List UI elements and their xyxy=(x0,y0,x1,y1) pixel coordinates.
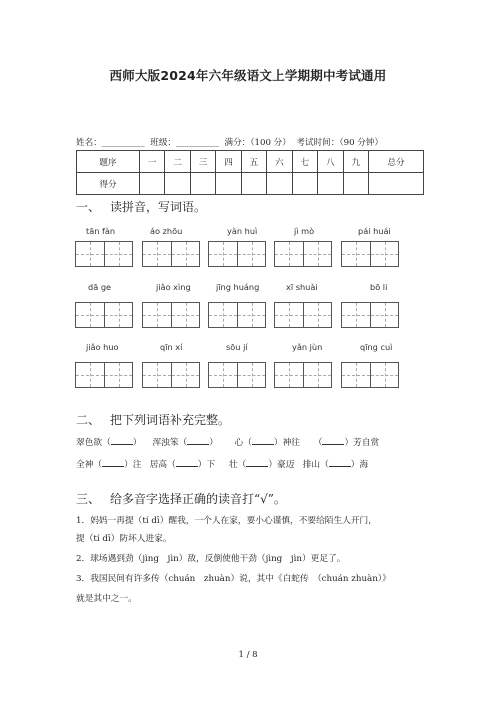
grid-cell[interactable] xyxy=(104,363,132,387)
fill-blank[interactable] xyxy=(187,436,209,445)
grid-cell[interactable] xyxy=(303,303,331,327)
fill-item xyxy=(314,438,379,448)
grid-cell[interactable] xyxy=(209,303,237,327)
fill-item xyxy=(76,438,141,448)
score-header-cell: 题序 xyxy=(77,151,140,173)
full-score: 满分：（100 分） xyxy=(224,138,291,148)
grid-cell[interactable] xyxy=(209,363,237,387)
writing-grid[interactable] xyxy=(274,362,332,388)
grid-cell[interactable] xyxy=(143,363,171,387)
section-1-number: 一、 xyxy=(76,200,101,214)
score-header-cell: 七 xyxy=(292,151,317,173)
question-line: 2．球场遇到劲（jìng jìn）敌，反倒使他干劲（jìng jìn）更足了。 xyxy=(76,554,346,564)
fill-blank[interactable] xyxy=(252,436,274,445)
section-3-title xyxy=(76,490,286,507)
page-title: 西师大版2024年六年级语文上学期期中考试通用 xyxy=(109,68,387,83)
fill-item xyxy=(152,438,217,448)
question-line: 就是其中之一。 xyxy=(76,594,137,604)
section-2-title xyxy=(76,411,230,428)
score-cell[interactable] xyxy=(216,173,241,195)
pinyin-label: jì mò xyxy=(294,226,315,236)
fill-item xyxy=(229,460,294,470)
writing-grid[interactable] xyxy=(341,362,399,388)
score-cell[interactable] xyxy=(292,173,317,195)
score-table-header xyxy=(77,151,424,173)
fill-item-suffix: ） xyxy=(132,438,142,448)
grid-cell[interactable] xyxy=(209,242,237,266)
question-line: 提（tí dī）防坏人进家。 xyxy=(76,534,172,544)
grid-cell[interactable] xyxy=(237,242,265,266)
fill-blank[interactable] xyxy=(102,458,124,467)
fill-item-prefix: 排山（ xyxy=(302,460,329,470)
grid-cell[interactable] xyxy=(342,303,370,327)
grid-cell[interactable] xyxy=(342,363,370,387)
fill-item-suffix: ） xyxy=(209,438,218,448)
question-line: 3．我国民间有许多传（chuán zhuàn）说，其中《白蛇传 （chuán zhuàn）》 xyxy=(76,574,391,584)
fill-item-suffix: ）芳自赏 xyxy=(344,438,380,448)
score-header-cell: 九 xyxy=(343,151,369,173)
grid-cell[interactable] xyxy=(76,303,104,327)
grid-cell[interactable] xyxy=(171,363,199,387)
fill-blank[interactable] xyxy=(329,458,351,467)
pinyin-label: yàn huì xyxy=(227,226,258,236)
name-field: 姓名：__________ xyxy=(76,138,145,148)
fill-item-suffix: ）豪迈 xyxy=(268,460,295,470)
pinyin-label: xī shuài xyxy=(286,282,318,292)
pinyin-label: sōu jí xyxy=(226,342,248,352)
score-header-cell: 五 xyxy=(241,151,266,173)
fill-item-suffix: ）神往 xyxy=(273,438,300,448)
grid-cell[interactable] xyxy=(275,242,303,266)
writing-grid[interactable] xyxy=(208,362,266,388)
writing-grid[interactable] xyxy=(274,241,332,267)
grid-cell[interactable] xyxy=(342,242,370,266)
writing-grid[interactable] xyxy=(208,302,266,328)
pinyin-label: jīng huáng xyxy=(216,282,260,292)
score-header-cell: 六 xyxy=(267,151,292,173)
fill-item-prefix: 翠色欲（ xyxy=(76,438,111,448)
grid-cell[interactable] xyxy=(104,242,132,266)
score-header-cell: 四 xyxy=(216,151,241,173)
class-field: 班级：__________ xyxy=(150,138,219,148)
score-cell[interactable] xyxy=(140,173,165,195)
pinyin-label: bō li xyxy=(370,282,388,292)
score-header-cell: 一 xyxy=(140,151,165,173)
writing-grid[interactable] xyxy=(75,241,133,267)
grid-cell[interactable] xyxy=(275,363,303,387)
section-3-text: 给多音字选择正确的读音打“√”。 xyxy=(110,492,286,506)
fill-item-suffix: ）注 xyxy=(124,460,142,470)
fill-item xyxy=(76,460,141,470)
score-header-cell: 三 xyxy=(190,151,215,173)
grid-cell[interactable] xyxy=(143,242,171,266)
grid-cell[interactable] xyxy=(171,303,199,327)
score-row-label: 得分 xyxy=(77,173,140,195)
fill-line-1 xyxy=(76,436,379,448)
score-cell[interactable] xyxy=(267,173,292,195)
pinyin-label: qīng cuì xyxy=(360,342,393,352)
writing-grid[interactable] xyxy=(142,241,200,267)
score-header-cell: 总分 xyxy=(369,151,424,173)
fill-item-prefix: 全神（ xyxy=(76,460,103,470)
writing-grid[interactable] xyxy=(341,241,399,267)
pinyin-label: áo zhōu xyxy=(150,226,183,236)
pinyin-label: yǎn jùn xyxy=(292,342,323,352)
writing-grid[interactable] xyxy=(208,241,266,267)
fill-item xyxy=(303,460,368,470)
fill-item xyxy=(235,438,300,448)
score-table xyxy=(76,150,424,195)
student-info-line xyxy=(76,136,426,148)
fill-blank[interactable] xyxy=(322,436,344,445)
grid-cell[interactable] xyxy=(275,303,303,327)
fill-item-prefix: 心（ xyxy=(234,438,252,448)
fill-item-prefix: 浑浊笨（ xyxy=(152,438,188,448)
grid-cell[interactable] xyxy=(143,303,171,327)
section-3-number: 三、 xyxy=(76,492,101,506)
grid-cell[interactable] xyxy=(76,242,104,266)
writing-grid[interactable] xyxy=(142,362,200,388)
fill-item xyxy=(150,460,215,470)
grid-cell[interactable] xyxy=(237,363,265,387)
fill-blank[interactable] xyxy=(176,458,198,467)
writing-grid[interactable] xyxy=(274,302,332,328)
pinyin-label: jiǎo huo xyxy=(86,342,119,352)
grid-cell[interactable] xyxy=(104,303,132,327)
grid-cell[interactable] xyxy=(76,363,104,387)
pinyin-label: qīn xí xyxy=(160,342,183,352)
grid-cell[interactable] xyxy=(303,363,331,387)
score-table-row xyxy=(77,173,424,195)
pinyin-label: jiǎo xìng xyxy=(156,282,191,292)
fill-line-2 xyxy=(76,458,368,470)
section-1-text: 读拼音，写词语。 xyxy=(110,200,207,214)
score-cell[interactable] xyxy=(190,173,215,195)
pinyin-label: dā ge xyxy=(88,282,112,292)
grid-cell[interactable] xyxy=(370,242,398,266)
score-header-cell: 八 xyxy=(318,151,343,173)
writing-grid[interactable] xyxy=(341,302,399,328)
writing-grid[interactable] xyxy=(75,362,133,388)
fill-blank[interactable] xyxy=(246,458,268,467)
section-2-number: 二、 xyxy=(76,413,101,427)
score-cell[interactable] xyxy=(343,173,369,195)
grid-cell[interactable] xyxy=(370,363,398,387)
question-line: 1．妈妈一再提（tí dī）醒我，一个人在家，要小心谨慎，不要给陌生人开门， xyxy=(76,516,377,526)
grid-cell[interactable] xyxy=(171,242,199,266)
writing-grid[interactable] xyxy=(75,302,133,328)
grid-cell[interactable] xyxy=(303,242,331,266)
fill-item-prefix: 居高（ xyxy=(149,460,176,470)
score-cell[interactable] xyxy=(165,173,190,195)
fill-blank[interactable] xyxy=(111,436,133,445)
section-2-text: 把下列词语补充完整。 xyxy=(110,413,231,427)
page-number: 1 / 8 xyxy=(238,650,258,660)
fill-item-prefix: 壮（ xyxy=(228,460,247,470)
grid-cell[interactable] xyxy=(370,303,398,327)
fill-item-prefix: （ xyxy=(313,438,323,448)
grid-cell[interactable] xyxy=(237,303,265,327)
exam-time: 考试时间：（90 分钟） xyxy=(296,138,384,148)
fill-item-suffix: ）海 xyxy=(350,460,369,470)
section-1-title xyxy=(76,198,206,215)
fill-item-suffix: ）下 xyxy=(197,460,216,470)
pinyin-label: pái huái xyxy=(358,226,391,236)
score-header-cell: 二 xyxy=(165,151,190,173)
writing-grid[interactable] xyxy=(142,302,200,328)
score-cell[interactable] xyxy=(318,173,343,195)
pinyin-label: tān fàn xyxy=(86,226,116,236)
score-cell[interactable] xyxy=(369,173,424,195)
score-cell[interactable] xyxy=(241,173,266,195)
